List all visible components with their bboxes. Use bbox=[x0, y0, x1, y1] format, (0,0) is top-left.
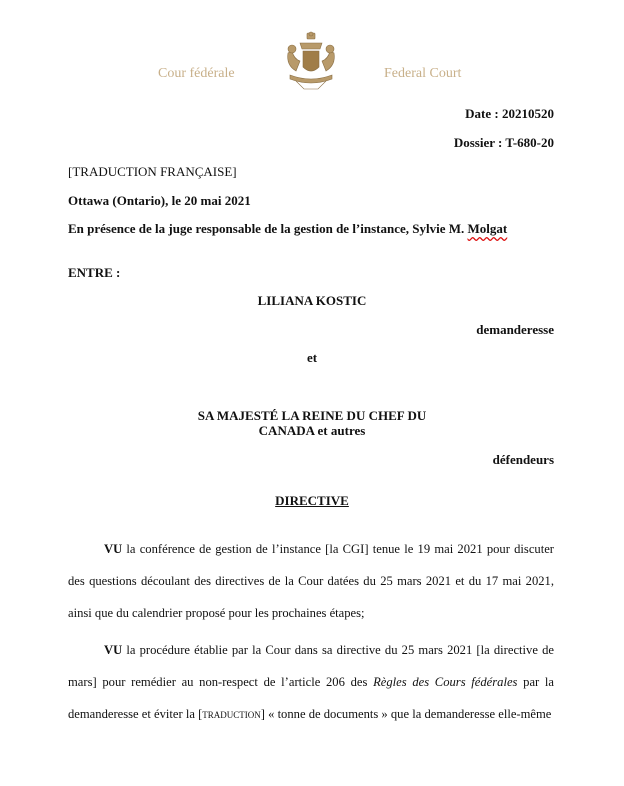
paragraph-2-text-c: « tonne de documents » que la demanderesse elle-même bbox=[264, 707, 552, 721]
plaintiff-name: LILIANA KOSTIC bbox=[257, 293, 367, 308]
document-title bbox=[0, 493, 624, 509]
defendant-line-1: SA MAJESTÉ LA REINE DU CHEF DU bbox=[197, 408, 427, 423]
place-date: Ottawa (Ontario), le 20 mai 2021 bbox=[68, 193, 251, 208]
court-name-english: Federal Court bbox=[384, 66, 462, 81]
file-number: Dossier : T-680-20 bbox=[453, 135, 554, 150]
judge-surname: Molgat bbox=[467, 221, 508, 236]
presence-prefix: En présence de la juge responsable de la gestion de l’instance, Sylvie M. bbox=[68, 221, 468, 236]
paragraph-1-vu: VU bbox=[104, 542, 123, 556]
defendant-line-2: CANADA et autres bbox=[258, 423, 366, 438]
court-name-french: Cour fédérale bbox=[158, 66, 235, 81]
paragraph-2-vu: VU bbox=[104, 643, 123, 657]
federal-court-crest-icon bbox=[282, 31, 340, 91]
rules-citation: Règles des Cours fédérales bbox=[373, 675, 518, 689]
translation-note: [TRADUCTION FRANÇAISE] bbox=[68, 164, 237, 179]
document-title-text: DIRECTIVE bbox=[275, 493, 349, 508]
document-date: Date : 20210520 bbox=[465, 106, 554, 121]
paragraph-2-text-a: la procédure établie par la Cour dans sa directive du 25 mars 2021 [la directive de mars] pour remédier au non-respect de l’article 206 des bbox=[68, 643, 554, 689]
paragraph-1-text: la conférence de gestion de l’instance [la CGI] tenue le 19 mai 2021 pour discuter des questions découlant des directives de la Cour datées du 25 mars 2021 et du 17 mai 2021, ainsi que du calendrier proposé pour les prochaines étapes; bbox=[68, 542, 554, 620]
plaintiff-role: demanderesse bbox=[476, 322, 554, 337]
and-label: et bbox=[306, 350, 318, 365]
defendant-role: défendeurs bbox=[492, 452, 554, 467]
translation-marker: [traduction] bbox=[198, 707, 265, 721]
paragraph-2 bbox=[68, 634, 554, 730]
between-label: ENTRE : bbox=[68, 265, 121, 280]
paragraph-2-text-b: par la demanderesse et éviter la bbox=[68, 675, 554, 721]
presence-line bbox=[68, 221, 507, 237]
paragraph-1 bbox=[68, 533, 554, 629]
